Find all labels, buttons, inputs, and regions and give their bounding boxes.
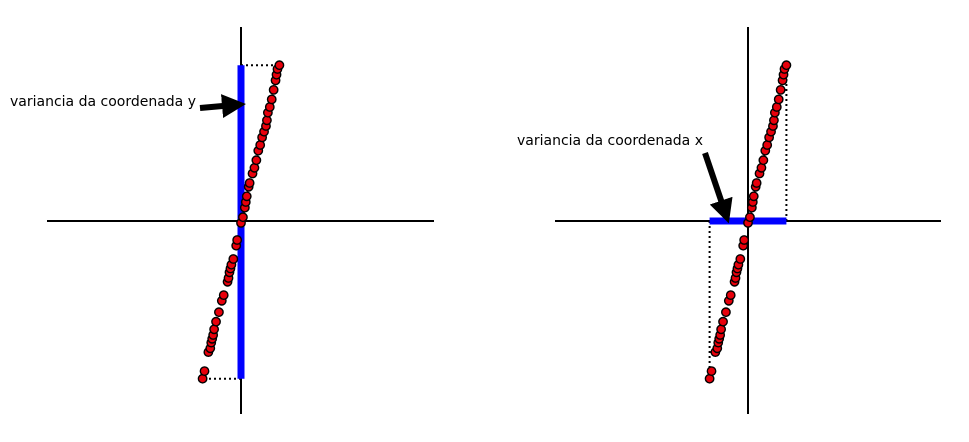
data-point (722, 308, 730, 316)
annotation-y-variance: variancia da coordenada y (10, 94, 196, 110)
data-point (268, 95, 276, 103)
data-point (243, 192, 251, 200)
data-point (220, 291, 228, 299)
annotation-x-variance: variancia da coordenada x (517, 133, 703, 149)
data-point (736, 255, 744, 263)
data-point (239, 213, 247, 221)
data-point (782, 61, 790, 69)
data-point (269, 86, 277, 94)
annotation-arrow (705, 153, 725, 212)
panel-right-x-variance (555, 27, 941, 414)
data-point (233, 236, 241, 244)
data-point (752, 179, 760, 187)
data-point (775, 95, 783, 103)
data-point (245, 179, 253, 187)
data-point (727, 291, 735, 299)
data-point (212, 318, 220, 326)
data-point (759, 156, 767, 164)
data-point (200, 367, 208, 375)
data-point (750, 192, 758, 200)
data-point (252, 156, 260, 164)
data-point (229, 255, 237, 263)
data-point (740, 236, 748, 244)
data-point (707, 367, 715, 375)
data-point (719, 318, 727, 326)
data-point (776, 86, 784, 94)
data-point (746, 213, 754, 221)
annotation-arrow (200, 105, 234, 108)
panel-left-y-variance (47, 27, 434, 414)
data-point (215, 308, 223, 316)
data-point (275, 61, 283, 69)
